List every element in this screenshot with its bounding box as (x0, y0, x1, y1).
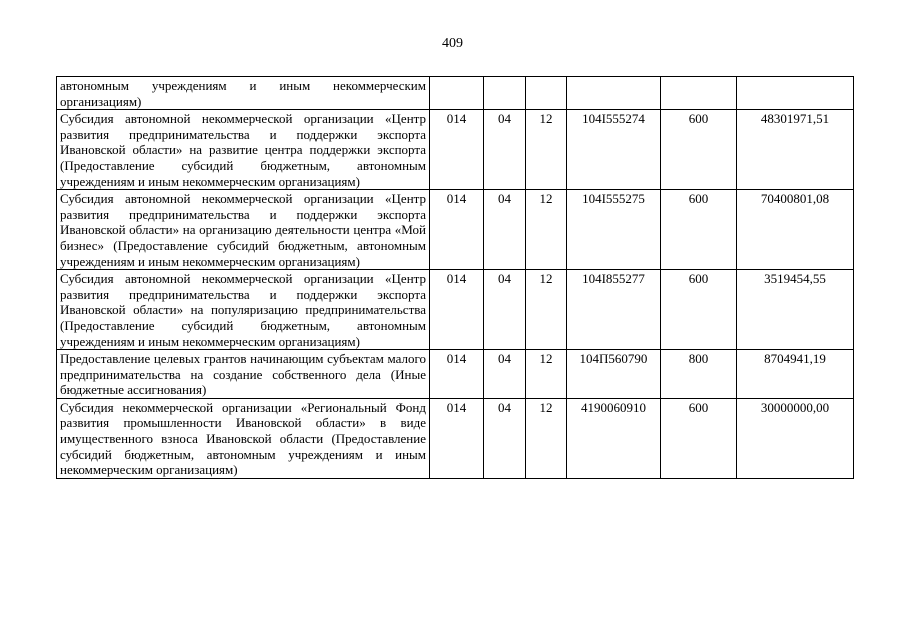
table-row (57, 77, 854, 110)
row-amount: 3519454,55 (737, 270, 854, 350)
row-description: Субсидия автономной некоммерческой организации «Центр развития предпринимательства и поддержки экспорта Ивановской области» на организацию деятельности центра «Мой бизнес» (Предоставление субсидий бюджетным, автономным учреждениям и иным некоммерческим организациям) (57, 190, 430, 270)
row-description: Предоставление целевых грантов начинающим субъектам малого предпринимательства на создание собственного дела (Иные бюджетные ассигнования) (57, 350, 430, 399)
row-amount: 70400801,08 (737, 190, 854, 270)
row-section-code: 04 (484, 350, 526, 399)
budget-table (56, 76, 854, 479)
row-ministry-code: 014 (430, 190, 484, 270)
row-subsection-code: 12 (526, 110, 567, 190)
row-ministry-code: 014 (430, 110, 484, 190)
row-ministry-code: 014 (430, 270, 484, 350)
row-amount: 48301971,51 (737, 110, 854, 190)
row-amount: 8704941,19 (737, 350, 854, 399)
row-ministry-code: 014 (430, 350, 484, 399)
table-row (57, 190, 854, 270)
row-amount (737, 77, 854, 110)
row-description: Субсидия некоммерческой организации «Региональный Фонд развития промышленности Ивановской области» в виде имущественного взноса Ивановской области (Предоставление субсидий бюджетным, автономным учреждениям и иным некоммерческим организациям) (57, 398, 430, 478)
row-ministry-code (430, 77, 484, 110)
row-expense-type: 600 (661, 190, 737, 270)
row-target-article: 104П560790 (567, 350, 661, 399)
row-section-code: 04 (484, 110, 526, 190)
row-description: Субсидия автономной некоммерческой организации «Центр развития предпринимательства и поддержки экспорта Ивановской области» на популяризацию предпринимательства (Предоставление субсидий бюджетным, автономным учреждениям и иным некоммерческим организациям) (57, 270, 430, 350)
row-section-code: 04 (484, 190, 526, 270)
row-amount: 30000000,00 (737, 398, 854, 478)
table-row (57, 398, 854, 478)
row-expense-type: 600 (661, 110, 737, 190)
table-row (57, 110, 854, 190)
row-target-article (567, 77, 661, 110)
row-subsection-code: 12 (526, 398, 567, 478)
row-subsection-code: 12 (526, 350, 567, 399)
row-target-article: 104I855277 (567, 270, 661, 350)
row-target-article: 104I555275 (567, 190, 661, 270)
page-number: 409 (442, 36, 463, 51)
row-target-article: 104I555274 (567, 110, 661, 190)
row-target-article: 4190060910 (567, 398, 661, 478)
row-ministry-code: 014 (430, 398, 484, 478)
table-row (57, 350, 854, 399)
row-expense-type (661, 77, 737, 110)
row-expense-type: 600 (661, 270, 737, 350)
row-expense-type: 600 (661, 398, 737, 478)
row-description: Субсидия автономной некоммерческой организации «Центр развития предпринимательства и поддержки экспорта Ивановской области» на развитие центра поддержки экспорта (Предоставление субсидий бюджетным, автономным учреждениям и иным некоммерческим организациям) (57, 110, 430, 190)
row-subsection-code: 12 (526, 190, 567, 270)
row-subsection-code: 12 (526, 270, 567, 350)
row-expense-type: 800 (661, 350, 737, 399)
row-section-code: 04 (484, 270, 526, 350)
row-section-code: 04 (484, 398, 526, 478)
row-description: автономным учреждениям и иным некоммерческим организациям) (57, 77, 430, 110)
table-row (57, 270, 854, 350)
row-section-code (484, 77, 526, 110)
row-subsection-code (526, 77, 567, 110)
